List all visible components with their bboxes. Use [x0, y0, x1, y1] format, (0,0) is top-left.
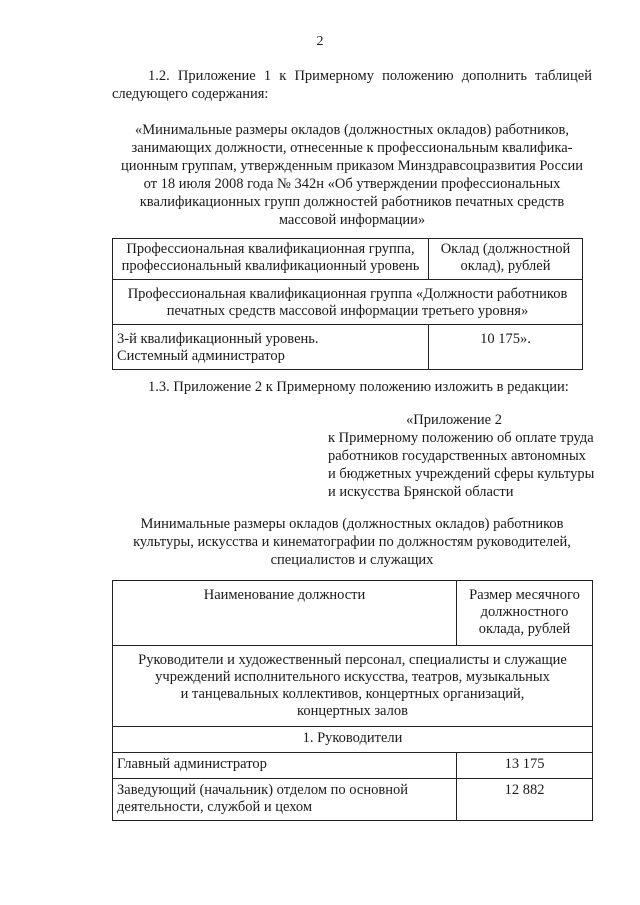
appendix-header: [328, 411, 598, 501]
table-2-salary-cell: 12 882: [457, 779, 593, 821]
section-1-3: 1.3. Приложение 2 к Примерному положению изложить в редакции:: [148, 379, 569, 395]
table-2-group-cell: [113, 646, 593, 727]
section-1-2-line: следующего содержания:: [112, 86, 269, 102]
title-1-line: занимающих должности, отнесенные к профессиональным квалифика-: [131, 140, 573, 156]
table-row: [113, 779, 593, 821]
appendix-line: работников государственных автономных: [328, 448, 586, 464]
appendix-line: «Приложение 2: [406, 412, 502, 428]
title-1-line: от 18 июля 2008 года № 342н «Об утверждении профессиональных: [143, 176, 561, 192]
cell-line: должностного: [480, 604, 569, 620]
table-1-header-salary: [429, 239, 583, 280]
table-2-header-position: Наименование должности: [113, 581, 457, 646]
title-2-line: культуры, искусства и кинематографии по должностям руководителей,: [133, 534, 571, 550]
cell-line: Системный администратор: [117, 348, 285, 364]
table-2-subsection-row: [113, 727, 593, 753]
section-1-2: [112, 67, 592, 103]
cell-line: концертных залов: [297, 703, 408, 719]
title-1-line: ционным группам, утвержденным приказом Минздравсоцразвития России: [120, 158, 584, 174]
cell-line: учреждений исполнительного искусства, театров, музыкальных: [155, 669, 550, 685]
table-2: [112, 580, 593, 821]
cell-line: профессиональный квалификационный уровень: [121, 258, 420, 274]
cell-line: 3-й квалификационный уровень.: [117, 331, 319, 347]
table-1-group-row: [113, 280, 583, 325]
page-number: 2: [316, 34, 324, 49]
table-1: [112, 238, 583, 370]
table-2-header-row: [113, 581, 593, 646]
title-1: [112, 121, 592, 229]
title-2: [112, 515, 592, 569]
table-2-position-cell: [113, 779, 457, 821]
appendix-line: к Примерному положению об оплате труда: [328, 430, 594, 446]
cell-line: Оклад (должностной: [440, 241, 571, 257]
table-row: [113, 753, 593, 779]
cell-line: деятельности, службой и цехом: [117, 799, 313, 815]
title-1-line: «Минимальные размеры окладов (должностных окладов) работников,: [135, 122, 569, 138]
cell-line: Профессиональная квалификационная группа «Должности работников: [127, 286, 568, 302]
appendix-line: и бюджетных учреждений сферы культуры: [328, 466, 595, 482]
table-2-group-row: [113, 646, 593, 727]
table-1-group-cell: [113, 280, 583, 325]
cell-line: печатных средств массовой информации третьего уровня»: [166, 303, 529, 319]
table-2-subsection-cell: 1. Руководители: [113, 727, 593, 753]
cell-line: Размер месячного: [469, 587, 580, 603]
table-1-row: [113, 325, 583, 370]
table-1-header-group: [113, 239, 429, 280]
cell-line: оклад), рублей: [460, 258, 551, 274]
table-1-level-salary: 10 175».: [429, 325, 583, 370]
appendix-line: и искусства Брянской области: [328, 484, 514, 500]
table-2-position-cell: Главный администратор: [113, 753, 457, 779]
cell-line: Руководители и художественный персонал, специалисты и служащие: [138, 652, 567, 668]
title-1-line: массовой информации»: [278, 212, 426, 228]
cell-line: Заведующий (начальник) отделом по основной: [117, 782, 408, 798]
cell-line: оклада, рублей: [478, 621, 571, 637]
table-2-header-salary: [457, 581, 593, 646]
title-2-line: специалистов и служащих: [270, 552, 434, 568]
title-1-line: квалификационных групп должностей работников печатных средств: [139, 194, 565, 210]
table-1-header-row: [113, 239, 583, 280]
cell-line: и танцевальных коллективов, концертных организаций,: [180, 686, 525, 702]
section-1-2-line: 1.2. Приложение 1 к Примерному положению дополнить таблицей: [148, 68, 592, 84]
title-2-line: Минимальные размеры окладов (должностных окладов) работников: [140, 516, 564, 532]
table-2-salary-cell: 13 175: [457, 753, 593, 779]
table-1-level-cell: [113, 325, 429, 370]
cell-line: Профессиональная квалификационная группа,: [126, 241, 415, 257]
